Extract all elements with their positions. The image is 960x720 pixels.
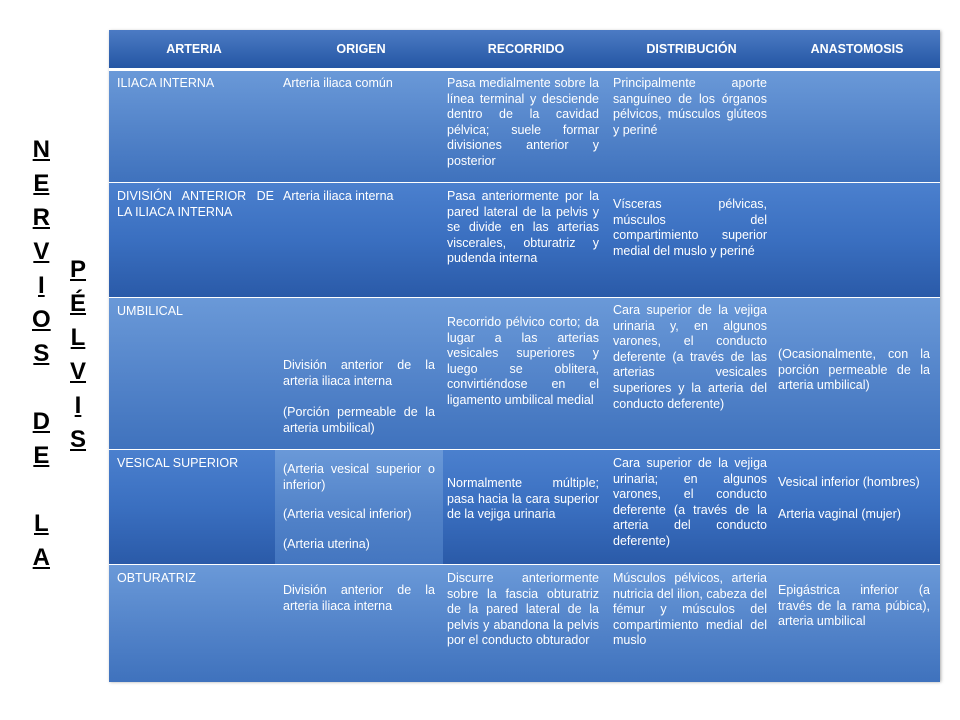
cell-anastomosis: (Ocasionalmente, con la porción permeable de la arteria umbilical) xyxy=(778,347,930,393)
header-origen: ORIGEN xyxy=(336,42,386,56)
header-recorrido: RECORRIDO xyxy=(487,42,565,56)
origen-line: (Arteria uterina) xyxy=(283,536,370,551)
origen-line: (Arteria vesical superior o inferior) xyxy=(283,462,435,492)
cell-distribucion: Principalmente aporte sanguíneo de los órganos pélvicos, músculos glúteos y periné xyxy=(613,76,767,137)
cell-anastomosis xyxy=(774,475,934,522)
table-row xyxy=(109,449,940,565)
cell-recorrido: Recorrido pélvico corto; da lugar a las arterias vesicales superiores y luego se oblitera, convirtiéndose en el ligamento umbilical medial xyxy=(447,315,599,407)
table-header xyxy=(109,30,940,71)
title-letter: R xyxy=(32,204,50,231)
cell-arteria: VESICAL SUPERIOR xyxy=(117,456,239,470)
vertical-title-nervios-de-la xyxy=(32,133,51,575)
title-letter: P xyxy=(70,256,87,283)
origen-line: (Porción permeable de la arteria umbilical) xyxy=(283,405,435,435)
cell-arteria: OBTURATRIZ xyxy=(117,571,196,585)
anastomosis-line: Arteria vaginal (mujer) xyxy=(778,506,901,521)
header-arteria: ARTERIA xyxy=(166,42,222,56)
vertical-title-pelvis xyxy=(70,253,86,457)
table-row xyxy=(109,564,940,682)
cell-origen: Arteria iliaca interna xyxy=(283,189,394,203)
table-row xyxy=(109,71,940,182)
title-letter: S xyxy=(33,340,50,367)
title-letter: D xyxy=(32,408,50,435)
cell-arteria: UMBILICAL xyxy=(117,304,183,318)
title-letter: E xyxy=(33,170,50,197)
title-letter: N xyxy=(32,136,50,163)
title-letter: L xyxy=(34,510,49,537)
title-letter: V xyxy=(33,238,50,265)
origen-line: División anterior de la arteria iliaca interna xyxy=(283,358,435,388)
table-row xyxy=(109,182,940,298)
cell-origen xyxy=(279,358,439,436)
anastomosis-line: Vesical inferior (hombres) xyxy=(778,475,920,489)
title-letter: A xyxy=(32,544,50,571)
cell-origen xyxy=(279,462,439,552)
cell-distribucion: Vísceras pélvicas, músculos del compartimiento superior medial del muslo y periné xyxy=(613,197,767,258)
cell-recorrido: Pasa medialmente sobre la línea terminal y desciende dentro de la cavidad pélvica; suele formar divisiones anterior y posterior xyxy=(447,76,599,168)
title-letter: V xyxy=(70,358,87,385)
cell-recorrido: Normalmente múltiple; pasa hacia la cara superior de la vejiga urinaria xyxy=(447,476,599,522)
title-letter: S xyxy=(70,426,87,453)
table-row xyxy=(109,297,940,450)
cell-origen: División anterior de la arteria iliaca interna xyxy=(283,583,435,613)
title-letter: I xyxy=(74,392,82,419)
title-letter: O xyxy=(32,306,51,333)
header-anastomosis: ANASTOMOSIS xyxy=(810,42,904,56)
cell-recorrido: Discurre anteriormente sobre la fascia obturatriz de la pared lateral de la pelvis y abandona la pelvis por el conducto obturador xyxy=(447,571,599,648)
cell-recorrido: Pasa anteriormente por la pared lateral de la pelvis y se divide en las arterias viscerales, obturatriz y pudenda interna xyxy=(447,189,599,266)
origen-line: (Arteria vesical inferior) xyxy=(283,507,412,522)
cell-arteria: ILIACA INTERNA xyxy=(117,76,215,90)
header-distribucion: DISTRIBUCIÓN xyxy=(646,42,737,56)
title-letter: I xyxy=(38,272,45,299)
cell-distribucion: Cara superior de la vejiga urinaria y, en algunos varones, el conducto deferente (a través de las arterias vesicales superiores y la arteria del conducto deferente) xyxy=(613,303,767,411)
title-letter: É xyxy=(70,290,87,317)
cell-distribucion: Cara superior de la vejiga urinaria; en algunos varones, el conducto deferente (a través de la arteria del conducto deferente) xyxy=(613,456,767,548)
title-letter: E xyxy=(33,442,50,469)
cell-arteria: DIVISIÓN ANTERIOR DE LA ILIACA INTERNA xyxy=(117,189,274,219)
title-letter: L xyxy=(70,324,86,351)
cell-distribucion: Músculos pélvicos, arteria nutricia del ilion, cabeza del fémur y músculos del compartimiento medial del muslo xyxy=(613,571,767,648)
arteries-table xyxy=(109,30,940,681)
cell-origen: Arteria iliaca común xyxy=(283,76,393,90)
cell-anastomosis: Epigástrica inferior (a través de la rama púbica), arteria umbilical xyxy=(778,583,930,629)
origen-merged-panel xyxy=(275,450,443,564)
